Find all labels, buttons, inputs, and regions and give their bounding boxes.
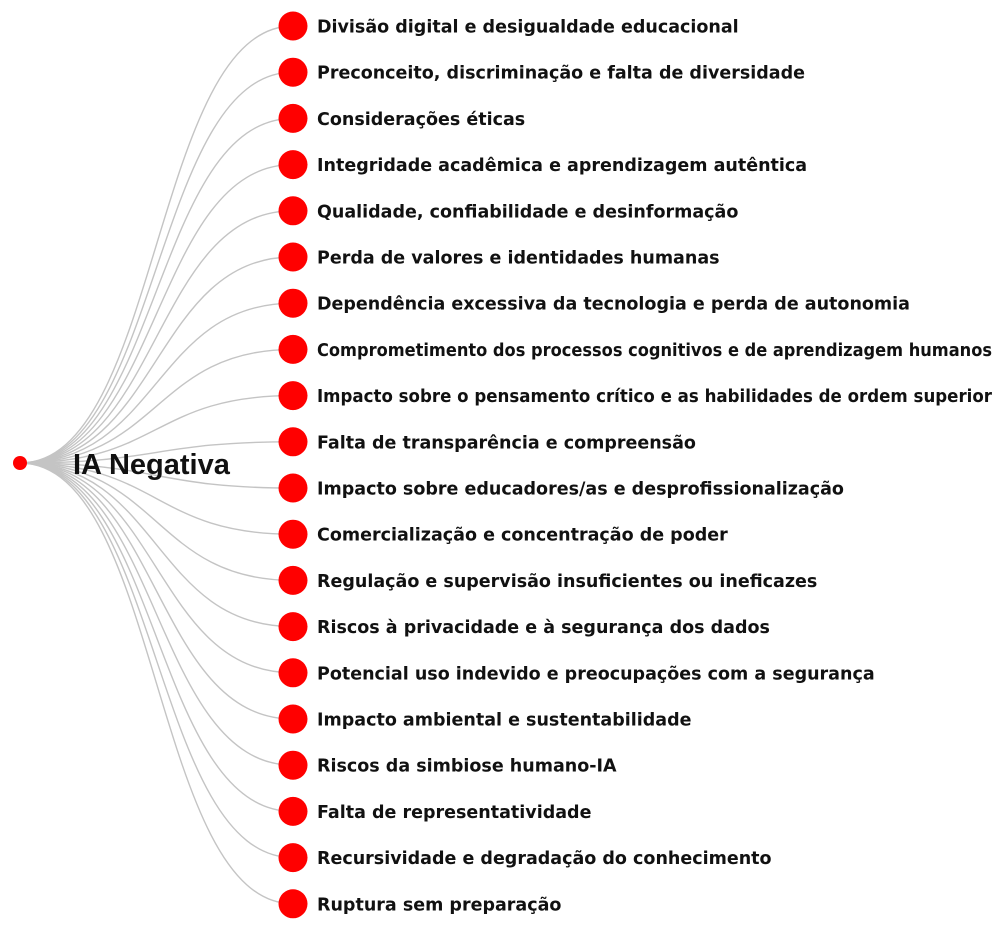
leaf-node-19 bbox=[279, 843, 308, 872]
leaf-node-18 bbox=[279, 797, 308, 826]
leaf-label-17: Riscos da simbiose humano-IA bbox=[317, 756, 617, 777]
leaf-label-11: Impacto sobre educadores/as e desprofissionalização bbox=[317, 479, 844, 500]
leaf-label-4: Integridade acadêmica e aprendizagem autêntica bbox=[317, 156, 808, 177]
link-3 bbox=[20, 118, 293, 463]
leaf-label-19: Recursividade e degradação do conhecimento bbox=[317, 849, 772, 870]
leaf-node-14 bbox=[279, 612, 308, 641]
leaf-node-3 bbox=[279, 104, 308, 133]
leaf-node-10 bbox=[279, 427, 308, 456]
leaf-node-5 bbox=[279, 196, 308, 225]
leaf-node-9 bbox=[279, 381, 308, 410]
link-8 bbox=[20, 349, 293, 463]
leaf-label-5: Qualidade, confiabilidade e desinformação bbox=[317, 202, 739, 223]
link-17 bbox=[20, 463, 293, 765]
leaf-label-15: Potencial uso indevido e preocupações com a segurança bbox=[317, 664, 875, 685]
leaf-node-2 bbox=[279, 58, 308, 87]
leaf-label-16: Impacto ambiental e sustentabilidade bbox=[317, 710, 692, 731]
link-5 bbox=[20, 211, 293, 463]
leaf-node-16 bbox=[279, 705, 308, 734]
leaves-group bbox=[279, 12, 993, 919]
link-6 bbox=[20, 257, 293, 463]
link-15 bbox=[20, 463, 293, 673]
leaf-node-8 bbox=[279, 335, 308, 364]
leaf-node-1 bbox=[279, 12, 308, 41]
leaf-label-9: Impacto sobre o pensamento crítico e as habilidades de ordem superior bbox=[317, 387, 993, 408]
leaf-label-3: Considerações éticas bbox=[317, 109, 526, 130]
leaf-label-1: Divisão digital e desigualdade educacional bbox=[317, 17, 739, 38]
leaf-node-15 bbox=[279, 658, 308, 687]
link-7 bbox=[20, 303, 293, 463]
leaf-node-12 bbox=[279, 520, 308, 549]
leaf-label-14: Riscos à privacidade e à segurança dos dados bbox=[317, 618, 770, 639]
link-18 bbox=[20, 463, 293, 811]
link-4 bbox=[20, 165, 293, 463]
root-label: IA Negativa bbox=[73, 449, 230, 481]
leaf-node-17 bbox=[279, 751, 308, 780]
leaf-node-4 bbox=[279, 150, 308, 179]
leaf-label-2: Preconceito, discriminação e falta de diversidade bbox=[317, 63, 806, 84]
leaf-node-20 bbox=[279, 889, 308, 918]
leaf-node-11 bbox=[279, 474, 308, 503]
leaf-node-13 bbox=[279, 566, 308, 595]
link-16 bbox=[20, 463, 293, 719]
link-20 bbox=[20, 463, 293, 904]
leaf-node-7 bbox=[279, 289, 308, 318]
leaf-label-7: Dependência excessiva da tecnologia e perda de autonomia bbox=[317, 294, 910, 315]
leaf-label-18: Falta de representatividade bbox=[317, 802, 592, 823]
leaf-label-10: Falta de transparência e compreensão bbox=[317, 433, 696, 454]
leaf-label-20: Ruptura sem preparação bbox=[317, 895, 562, 916]
leaf-label-6: Perda de valores e identidades humanas bbox=[317, 248, 720, 269]
leaf-label-8: Comprometimento dos processos cognitivos e de aprendizagem humanos bbox=[317, 340, 992, 361]
root-node bbox=[13, 456, 27, 470]
leaf-label-12: Comercialização e concentração de poder bbox=[317, 525, 728, 546]
leaf-label-13: Regulação e supervisão insuficientes ou ineficazes bbox=[317, 571, 818, 592]
leaf-node-6 bbox=[279, 243, 308, 272]
